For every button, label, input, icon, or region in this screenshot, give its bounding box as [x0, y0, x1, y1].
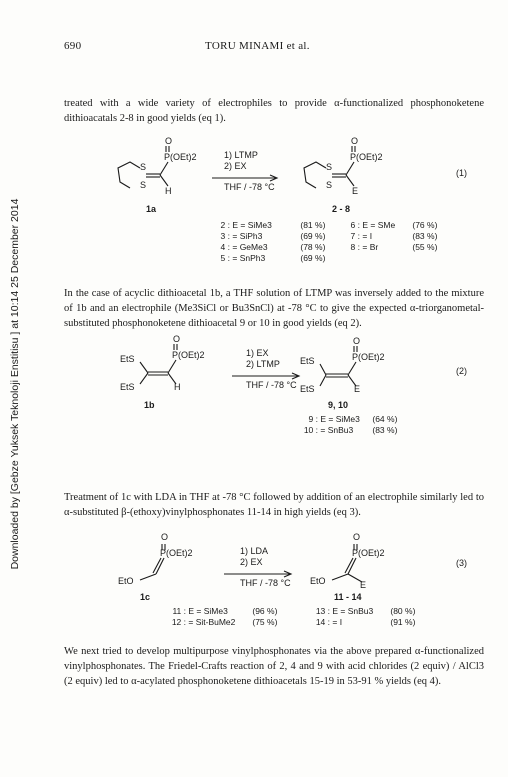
condition-step-2: 2) EX	[240, 557, 263, 567]
condition-solvent: THF / -78 °C	[224, 182, 275, 192]
sulfur-atom: S	[140, 162, 147, 172]
yield-table-right	[314, 606, 424, 628]
phosphoryl-oxygen: O	[165, 136, 173, 146]
sulfur-atom: S	[326, 162, 333, 172]
ethylthio-group: EtS	[300, 384, 315, 394]
compound-label: 2 - 8	[332, 204, 351, 214]
phosphonate-group: P(OEt)2	[352, 548, 385, 558]
equation-number: (2)	[456, 366, 467, 376]
sulfur-atom: S	[326, 180, 333, 190]
condition-step-1: 1) EX	[246, 348, 269, 358]
phosphoryl-oxygen: O	[173, 334, 181, 344]
yield-row: 10 : = SnBu3 (83 %)	[303, 425, 398, 435]
compound-label: 1b	[144, 400, 155, 410]
yield-row: 6 : E = SMe (76 %)	[350, 220, 438, 230]
scheme-eq3	[64, 530, 494, 630]
condition-solvent: THF / -78 °C	[240, 578, 291, 588]
compound-label: 1c	[140, 592, 151, 602]
electrophile-substituent: E	[360, 580, 367, 590]
yield-row: 8 : = Br (55 %)	[350, 242, 438, 252]
paragraph-4: We next tried to develop multipurpose vinylphosphonates via the above prepared α-functionalized vinylphosphonates. The Friedel-Crafts reaction of 2, 4 and 9 with acid chlorides (2 equiv) / AlCl3 (2 equiv) led to α-acylated phosphonoketene dithioacetals 15-19 in 53-91 % yields (eq 4).	[64, 646, 484, 687]
phosphoryl-oxygen: O	[161, 532, 169, 542]
condition-step-1: 1) LTMP	[224, 150, 258, 160]
yield-row: 12 : = Sit-BuMe2 (75 %)	[171, 617, 278, 627]
yield-row: 5 : = SnPh3 (69 %)	[220, 253, 326, 263]
condition-step-2: 2) LTMP	[246, 359, 280, 369]
paragraph-3: Treatment of 1c with LDA in THF at -78 °C followed by addition of an electrophile similarly led to α-substituted β-(ethoxy)vinylphosphonates 11-14 in high yields (eq 3).	[64, 492, 484, 518]
electrophile-substituent: E	[352, 186, 359, 196]
ethylthio-group: EtS	[120, 382, 135, 392]
yield-table-left	[170, 606, 286, 628]
ethylthio-group: EtS	[120, 354, 135, 364]
running-head: TORU MINAMI et al.	[205, 40, 310, 52]
phosphoryl-oxygen: O	[353, 532, 361, 542]
download-watermark: Downloaded by [Gebze Yuksek Teknoloji Enstitisu ] at 10:14 25 December 2014	[9, 198, 21, 570]
yield-row: 14 : = I (91 %)	[315, 617, 416, 627]
yield-table-right	[344, 220, 446, 253]
ethoxy-group: EtO	[310, 576, 326, 586]
phosphoryl-oxygen: O	[351, 136, 359, 146]
yield-row: 7 : = I (83 %)	[350, 231, 438, 241]
scheme-eq2	[64, 334, 494, 450]
yield-row: 2 : E = SiMe3 (81 %)	[220, 220, 326, 230]
yield-row: 13 : E = SnBu3 (80 %)	[315, 606, 416, 616]
phosphonate-group: P(OEt)2	[352, 352, 385, 362]
phosphoryl-oxygen: O	[353, 336, 361, 346]
electrophile-substituent: E	[354, 384, 361, 394]
condition-solvent: THF / -78 °C	[246, 380, 297, 390]
paragraph-1: treated with a wide variety of electrophiles to provide α-functionalized phosphonoketene dithioacatals 2-8 in good yields (eq 1).	[64, 98, 484, 124]
equation-number: (3)	[456, 558, 467, 568]
condition-step-2: 2) EX	[224, 161, 247, 171]
compound-label: 9, 10	[328, 400, 349, 410]
yield-table	[302, 414, 406, 436]
hydrogen-atom: H	[174, 382, 181, 392]
yield-table-left	[214, 220, 334, 264]
phosphonate-group: P(OEt)2	[164, 152, 197, 162]
ethoxy-group: EtO	[118, 576, 134, 586]
ethylthio-group: EtS	[300, 356, 315, 366]
hydrogen-atom: H	[165, 186, 172, 196]
phosphonate-group: P(OEt)2	[350, 152, 383, 162]
phosphonate-group: P(OEt)2	[172, 350, 205, 360]
paragraph-2: In the case of acyclic dithioacetal 1b, a THF solution of LTMP was inversely added to the mixture of 1b and an electrophile (Me3SiCl or Bu3SnCl) at -78 °C to give the expected α-triorganometal-substituted phosphonoketene dithioacetal 9 or 10 in good yields (eq 2).	[64, 288, 484, 329]
page-number: 690	[64, 40, 82, 52]
yield-row: 11 : E = SiMe3 (96 %)	[172, 606, 278, 616]
phosphonate-group: P(OEt)2	[160, 548, 193, 558]
yield-row: 4 : = GeMe3 (78 %)	[220, 242, 326, 252]
sulfur-atom: S	[140, 180, 147, 190]
yield-row: 9 : E = SiMe3 (64 %)	[308, 414, 398, 424]
compound-label: 11 - 14	[334, 592, 362, 602]
yield-row: 3 : = SiPh3 (69 %)	[220, 231, 326, 241]
scheme-eq1	[64, 138, 494, 268]
condition-step-1: 1) LDA	[240, 546, 269, 556]
compound-label: 1a	[146, 204, 157, 214]
equation-number: (1)	[456, 168, 467, 178]
